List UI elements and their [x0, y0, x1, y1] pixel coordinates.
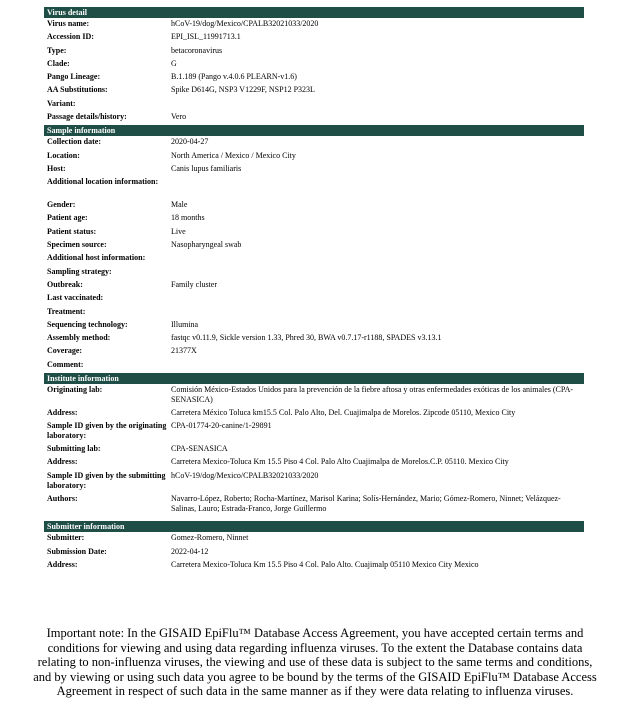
field-row: [44, 227, 584, 240]
section-header: Institute information: [44, 373, 584, 384]
field-label: Submitter:: [47, 533, 85, 543]
field-row: [44, 457, 584, 470]
field-label: Specimen source:: [47, 240, 107, 250]
field-value: Live: [171, 226, 186, 236]
field-value: [171, 360, 584, 373]
section-virus-detail: [44, 7, 584, 125]
field-row: [44, 547, 584, 560]
field-value: G: [171, 58, 177, 68]
field-row: [44, 532, 584, 546]
field-row: [44, 280, 584, 293]
field-value: CPA-01774-20-canine/1-29891: [171, 421, 272, 431]
section-sample-information: [44, 125, 584, 373]
field-label: Type:: [47, 45, 67, 55]
field-label: Passage details/history:: [47, 112, 127, 122]
field-row: [44, 293, 584, 306]
field-value: North America / Mexico / Mexico City: [171, 150, 296, 160]
field-value: Illumina: [171, 319, 199, 329]
field-row: [44, 408, 584, 421]
field-label: Additional host information:: [47, 253, 146, 263]
field-value: Vero: [171, 112, 187, 122]
field-row: [44, 112, 584, 125]
field-label: Submitting lab:: [47, 444, 101, 454]
field-row: [44, 267, 584, 280]
field-value: [171, 293, 584, 306]
field-row: [44, 346, 584, 359]
field-row: [44, 240, 584, 253]
field-value: Comisión México-Estados Unidos para la prevención de la fiebre aftosa y otras enfermedades exóticas de los animales (CPA-SENASICA): [171, 385, 574, 404]
field-label: Collection date:: [47, 137, 101, 147]
field-value: Canis lupus familiaris: [171, 163, 242, 173]
field-label: Sampling strategy:: [47, 266, 112, 276]
field-value: Carretera Mexico-Toluca Km 15.5 Piso 4 Col. Palo Alto Cuajimalpa de Morelos.C.P. 05110. Mexico City: [171, 457, 509, 467]
field-label: Sample ID given by the submitting laboratory:: [47, 470, 166, 490]
section-header: Sample information: [44, 125, 584, 136]
field-value: fastqc v0.11.9, Sickle version 1.33, Phred 30, BWA v0.7.17-r1188, SPADES v3.13.1: [171, 333, 442, 343]
field-row: [44, 99, 584, 112]
field-value: hCoV-19/dog/Mexico/CPALB32021033/2020: [171, 470, 319, 480]
field-label: Authors:: [47, 493, 78, 503]
field-value: 21377X: [171, 346, 197, 356]
field-value: B.1.189 (Pango v.4.0.6 PLEARN-v1.6): [171, 72, 297, 82]
field-label: Clade:: [47, 58, 70, 68]
field-label: Address:: [47, 559, 78, 569]
section-header: Submitter information: [44, 521, 584, 532]
field-label: Comment:: [47, 359, 84, 369]
field-row: [44, 384, 584, 408]
field-row: [44, 72, 584, 85]
field-row: [44, 18, 584, 32]
field-label: Submission Date:: [47, 546, 107, 556]
field-value: Spike D614G, NSP3 V1229F, NSP12 P323L: [171, 85, 315, 95]
field-label: Variant:: [47, 98, 76, 108]
field-value: Carretera México Toluca km15.5 Col. Palo Alto, Del. Cuajimalpa de Morelos. Zipcode 05110, Mexico City: [171, 407, 516, 417]
field-label: Host:: [47, 163, 66, 173]
field-row: [44, 177, 584, 200]
field-value: CPA-SENASICA: [171, 444, 228, 454]
field-label: Additional location information:: [47, 177, 159, 187]
field-row: [44, 444, 584, 457]
field-value: [171, 99, 584, 112]
field-label: Location:: [47, 150, 80, 160]
field-label: Pango Lineage:: [47, 72, 101, 82]
field-value: 2020-04-27: [171, 137, 209, 147]
field-label: Sequencing technology:: [47, 319, 128, 329]
field-value: EPI_ISL_11991713.1: [171, 32, 241, 42]
field-row: [44, 494, 584, 517]
field-row: [44, 320, 584, 333]
section-header: Virus detail: [44, 7, 584, 18]
field-label: Originating lab:: [47, 385, 103, 394]
field-label: Last vaccinated:: [47, 293, 104, 303]
field-row: [44, 253, 584, 266]
field-label: Patient status:: [47, 226, 97, 236]
field-row: [44, 560, 584, 573]
field-row: [44, 85, 584, 98]
field-label: Virus name:: [47, 19, 90, 28]
field-row: [44, 59, 584, 72]
field-label: Sample ID given by the originating laboratory:: [47, 421, 167, 441]
field-row: [44, 136, 584, 150]
field-label: Assembly method:: [47, 333, 111, 343]
field-value: Family cluster: [171, 279, 217, 289]
field-label: Address:: [47, 457, 78, 467]
virus-record: [44, 7, 584, 573]
field-label: Treatment:: [47, 306, 86, 316]
field-value: betacoronavirus: [171, 45, 223, 55]
field-row: [44, 200, 584, 213]
field-value: Navarro-López, Roberto; Rocha-Martínez, Marisol Karina; Solís-Hernández, Mario; Gómez-Romero, Ninnet; Velázquez-Salinas, Lauro; Estrada-Franco, Jorge Guillermo: [171, 493, 561, 513]
section-submitter-information: [44, 521, 584, 573]
section-institute-information: [44, 373, 584, 516]
field-label: Accession ID:: [47, 32, 94, 42]
field-row: [44, 164, 584, 177]
field-value: Gomez-Romero, Ninnet: [171, 533, 249, 543]
field-row: [44, 360, 584, 373]
field-value: Nasopharyngeal swab: [171, 240, 242, 250]
field-value: Carretera Mexico-Toluca Km 15.5 Piso 4 Col. Palo Alto. Cuajimalp 05110 Mexico City Mexico: [171, 559, 479, 569]
field-value: [171, 177, 584, 200]
field-value: [171, 253, 584, 266]
important-note: Important note: In the GISAID EpiFlu™ Database Access Agreement, you have accepted certain terms and conditions for viewing and using data regarding influenza viruses. To the extent the Database contains data relating to non-influenza viruses, the viewing and use of these data is subject to the same terms and conditions, and by viewing or using such data you agree to be bound by the terms of the GISAID EpiFlu™ Database Access Agreement in respect of such data in the same manner as if they were data relating to influenza viruses.: [33, 626, 597, 699]
field-label: AA Substitutions:: [47, 85, 108, 95]
field-value: hCoV-19/dog/Mexico/CPALB32021033/2020: [171, 19, 319, 28]
field-row: [44, 471, 584, 494]
field-label: Gender:: [47, 200, 76, 210]
field-row: [44, 213, 584, 226]
field-row: [44, 46, 584, 59]
field-label: Outbreak:: [47, 279, 83, 289]
field-label: Coverage:: [47, 346, 83, 356]
field-row: [44, 333, 584, 346]
field-value: Male: [171, 200, 188, 210]
field-row: [44, 307, 584, 320]
field-row: [44, 421, 584, 444]
field-label: Patient age:: [47, 213, 88, 223]
field-row: [44, 32, 584, 45]
field-value: [171, 307, 584, 320]
field-value: 2022-04-12: [171, 546, 209, 556]
field-value: [171, 267, 584, 280]
field-value: 18 months: [171, 213, 205, 223]
field-label: Address:: [47, 407, 78, 417]
field-row: [44, 151, 584, 164]
